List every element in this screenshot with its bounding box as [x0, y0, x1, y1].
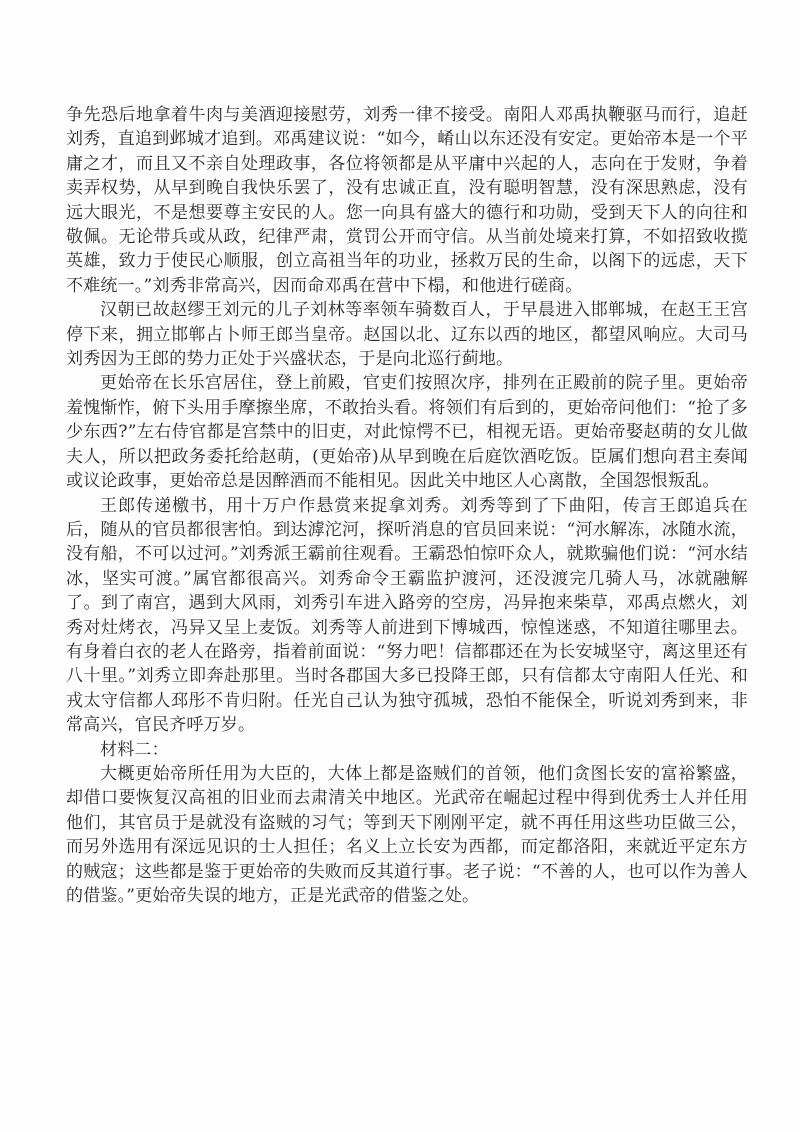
body-text	[66, 103, 748, 908]
paragraph-material-two: 大概更始帝所任用为大臣的，大体上都是盗贼们的首领，他们贪图长安的富裕繁盛，却借口要恢复汉高祖的旧业而去肃清关中地区。光武帝在崛起过程中得到优秀士人并任用他们，其官员于是就没有盗贼的习气；等到天下刚刚平定，就不再任用这些功臣做三公，而另外选用有深远见识的士人担任；名义上立长安为西都，而定都洛阳，来就近平定东方的贼寇；这些都是鉴于更始帝的失败而反其道行事。老子说：“不善的人，也可以作为善人的借鉴。”更始帝失误的地方，正是光武帝的借鉴之处。	[66, 763, 748, 906]
section-heading-material-two: 材料二：	[100, 739, 169, 760]
paragraph-gengshi-emperor: 更始帝在长乐宫居住，登上前殿，官吏们按照次序，排列在正殿前的院子里。更始帝羞愧惭怍，俯下头用手摩擦坐席，不敢抬头看。将领们有后到的，更始帝问他们：“抢了多少东西?”左右侍官都是宫禁中的旧吏，对此惊愕不已，相视无语。更始帝娶赵萌的女儿做夫人，所以把政务委托给赵萌，(更始帝)从早到晚在后庭饮酒吃饭。臣属们想向君主奏闻或议论政事，更始帝总是因醉酒而不能相见。因此关中地区人心离散，全国怨恨叛乱。	[66, 373, 748, 492]
paragraph-crossing-hutuo: 王郎传递檄书，用十万户作悬赏来捉拿刘秀。刘秀等到了下曲阳，传言王郎追兵在后，随从的官员都很害怕。到达滹沱河，探听消息的官员回来说：“河水解冻，冰随水流，没有船，不可以过河。”刘秀派王霸前往观看。王霸恐怕惊吓众人，就欺骗他们说：“河水结冰，坚实可渡。”属官都很高兴。刘秀命令王霸监护渡河，还没渡完几骑人马，冰就融解了。到了南宫，遇到大风雨，刘秀引车进入路旁的空房，冯异抱来柴草，邓禹点燃火，刘秀对灶烤衣，冯异又呈上麦饭。刘秀等人前进到下博城西，惊惶迷惑，不知道往哪里去。有身着白衣的老人在路旁，指着前面说：“努力吧！信都郡还在为长安城坚守，离这里还有八十里。”刘秀立即奔赴那里。当时各郡国大多已投降王郎，只有信都太守南阳人任光、和戎太守信都人邳彤不肯归附。任光自己认为独守孤城，恐怕不能保全，听说刘秀到来，非常高兴，官民齐呼万岁。	[66, 495, 748, 736]
paragraph-deng-yu-advice: 争先恐后地拿着牛肉与美酒迎接慰劳，刘秀一律不接受。南阳人邓禹执鞭驱马而行，追赶刘秀，直追到邺城才追到。邓禹建议说：“如今，崤山以东还没有安定。更始帝本是一个平庸之才，而且又不亲自处理政事，各位将领都是从平庸中兴起的人，志向在于发财，争着卖弄权势，从早到晚自我快乐罢了，没有忠诚正直，没有聪明智慧，没有深思熟虑，没有远大眼光，不是想要尊主安民的人。您一向具有盛大的德行和功勋，受到天下人的向往和敬佩。无论带兵或从政，纪律严肃，赏罚公开而守信。从当前处境来打算，不如招致收揽英雄，致力于使民心顺服，创立高祖当年的功业，拯救万民的生命，以阁下的远虑，天下不难统一。”刘秀非常高兴，因而命邓禹在营中下榻，和他进行磋商。	[66, 105, 748, 296]
paragraph-wang-lang-enthroned: 汉朝已故赵缪王刘元的儿子刘林等率领车骑数百人，于早晨进入邯郸城，在赵王王宫停下来，拥立邯郸占卜师王郎当皇帝。赵国以北、辽东以西的地区，都望风响应。大司马刘秀因为王郎的势力正处于兴盛状态，于是向北巡行蓟地。	[66, 300, 748, 370]
